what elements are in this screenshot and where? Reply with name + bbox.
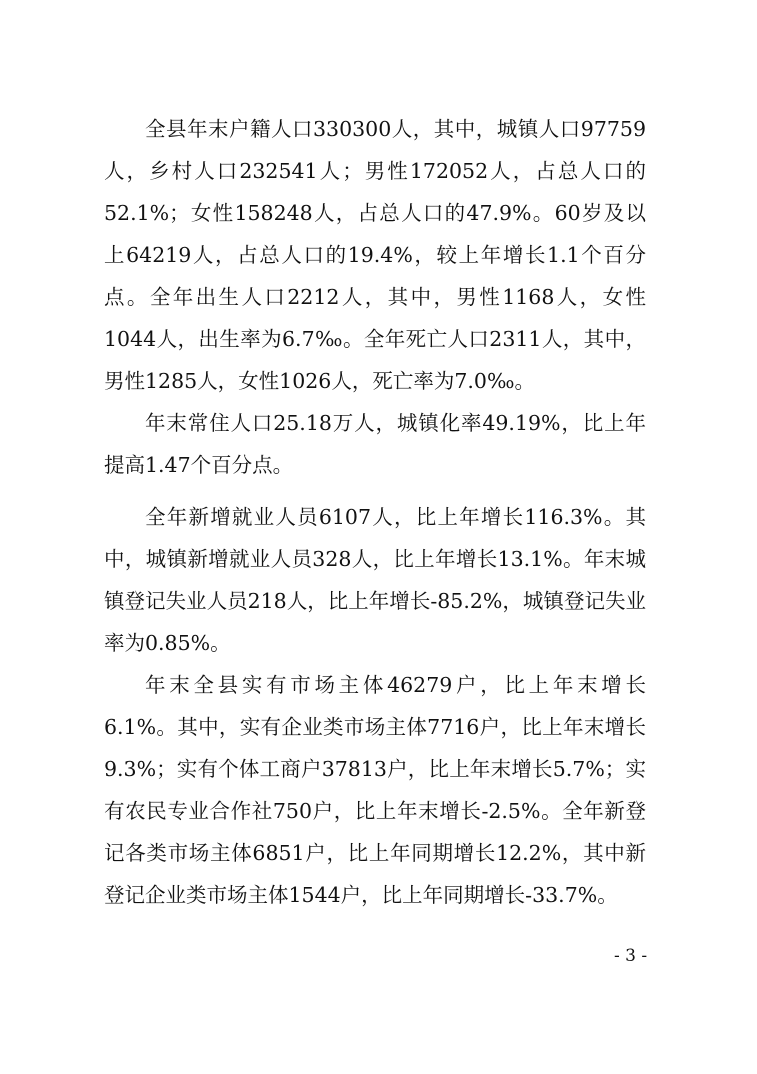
paragraph-urbanization: 年末常住人口25.18万人，城镇化率49.19%，比上年提高1.47个百分点。 xyxy=(104,411,646,477)
body-text xyxy=(104,108,646,916)
paragraph-employment: 全年新增就业人员6107人，比上年增长116.3%。其中，城镇新增就业人员328人，比上年增长13.1%。年末城镇登记失业人员218人，比上年增长-85.2%，城镇登记失业率为0.85%。 xyxy=(104,505,646,655)
paragraph-population: 全县年末户籍人口330300人，其中，城镇人口97759人，乡村人口232541人；男性172052人，占总人口的52.1%；女性158248人，占总人口的47.9%。60岁及以上64219人，占总人口的19.4%，较上年增长1.1个百分点。全年出生人口2212人，其中，男性1168人，女性1044人，出生率为6.7‰。全年死亡人口2311人，其中，男性1285人，女性1026人，死亡率为7.0‰。 xyxy=(104,117,646,393)
page-number: - 3 - xyxy=(614,946,648,966)
paragraph-market-entities: 年末全县实有市场主体46279户，比上年末增长6.1%。其中，实有企业类市场主体7716户，比上年末增长9.3%；实有个体工商户37813户，比上年末增长5.7%；实有农民专业合作社750户，比上年末增长-2.5%。全年新登记各类市场主体6851户，比上年同期增长12.2%，其中新登记企业类市场主体1544户，比上年同期增长-33.7%。 xyxy=(104,673,646,907)
